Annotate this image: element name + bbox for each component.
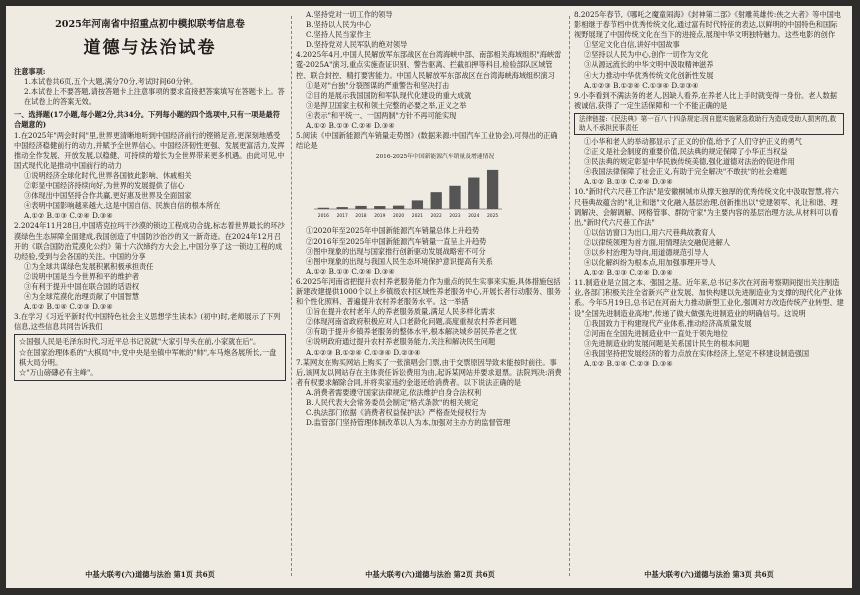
q3-option-a: A.坚持党对一切工作的领导 <box>306 10 393 19</box>
column-divider <box>569 16 570 576</box>
bar-2016 <box>318 208 329 209</box>
q3-quote-3: ☆"万山磅礴必有主峰"。 <box>19 367 98 377</box>
q3-option-d: D.坚持党对人民军队的绝对领导 <box>306 40 408 50</box>
q9-option-3: ③民法典的规定彰显中华民族传统美德,强化道德对法治的促进作用 <box>584 157 795 167</box>
q7-option-a: A.消费者需要遵守国家法律规定,依法维护自身合法权利 <box>306 387 482 397</box>
q3-quote-1: ☆国强人民是毛泽东时代,习近平总书记说就"大家引导头在前,小家就在后"。 <box>19 337 261 347</box>
bar-2025 <box>487 170 498 209</box>
q11-option-4: ④我国坚持把发展经济的着力点放在实体经济上,坚定不移建设制造强国 <box>584 348 810 358</box>
q1-stem: 1.在2025年"两会时间"里,世界更清晰地听到中国经济前行的铿锵足音,更深刻地感受中国经济稳健前行的动力,并赋予全世界信心。中国经济韧性更强、发展更富活力,发挥推动全作发展、开放发展,以稳健、可持续的增长为全世界带来更多机遇。由此可见,中国式现代化是推动中国前行的动力 <box>14 130 285 170</box>
q1-option-2: ②彰显中国经济持续向好,为世界的发展提供了信心 <box>24 181 185 191</box>
q4-stem: 4.2025年4月,中国人民解放军东部战区在台湾海峡中部、南部相关海域组织"海峡雷霆-2025A"演习,重点实施查证识别、警告驱离、拦截扣押等科目,检验部队区域管控、联合封控、精打要害能力。中国人民解放军东部战区在台湾海峡海域组织演习 <box>296 50 562 80</box>
q7-option-c: C.执法部门依据《消费者权益保护法》严格查处侵权行为 <box>306 408 487 418</box>
q9-stem: 9.小李看到不满法务的老人,因缺人看养,在养老人比上手时就变得一身份。老人数据被诚信,获得了一定生活保障和一个不能正确的是 <box>574 90 837 110</box>
page-3 <box>574 10 844 582</box>
q9-option-4: ④我国法律保障了社会正义,有助于完全解决"不敢扶"的社会难题 <box>584 167 787 177</box>
q9-law-text: 法律链接:《民法典》第一百八十四条规定:因自愿实施紧急救助行为造成受助人损害的,救助人不承担民事责任 <box>579 114 837 132</box>
page-2 <box>296 10 564 582</box>
q6-option-2: ②体现河南省政府积极应对人口老龄化问题,高度重视农村养老问题 <box>306 317 517 327</box>
q11-option-2: ②河南在全国先进制造业中一直处于领先地位 <box>584 328 728 338</box>
q8-option-2: ②坚持以人民为中心,创作一切作为文化 <box>584 50 709 60</box>
bar-2022 <box>431 192 442 209</box>
q3-stem: 3.在学习《习近平新时代中国特色社会主义思想学生读本》(初中)时,老师展示了下列信息,这些信息共同告诉我们 <box>14 312 281 332</box>
q6-stem: 6.2025年河南省把提升农村养老服务能力作为重点的民生实事来实施,具体措施包括新建改建提供1000个以上乡镇级农村区域性养老服务中心,开展长者行动服务、服务和个性化照料、普遍提升农村养老服务水平。这一举措 <box>296 276 561 307</box>
q3-quote-2: ☆在国家治理体系的"大棋局"中,党中央是坐镇中军帐的"帅",车马炮各展所长,一盘棋大局分明。 <box>19 347 277 367</box>
bar-2017 <box>337 207 348 209</box>
q1-option-4: ④表明中国影响越来越大,这是中国自信、民族自信的根本所在 <box>24 201 221 211</box>
q2-option-4: ④为全球荒漠化治理贡献了中国智慧 <box>24 292 140 302</box>
q3-quote-box <box>14 334 286 380</box>
q1-choices: A.①② B.①③ C.②④ D.③④ <box>24 211 113 221</box>
bar-2024 <box>468 178 479 209</box>
tick-label-2025: 2025 <box>487 214 499 220</box>
q5-option-4: ④图中现象的出现与我国人民生态环境保护意识提高有关系 <box>306 256 493 266</box>
exam-sheet <box>6 6 852 588</box>
q9-option-1: ①小华和老人的举动都显示了正义的价值,给予了人们守护正义的勇气 <box>584 136 802 146</box>
page-footer: 中基大联考(六)道德与法治 第1页 共6页 <box>85 569 215 579</box>
sales-chart <box>306 153 564 222</box>
page-1 <box>14 10 286 582</box>
bar-2019 <box>374 206 385 209</box>
q8-option-3: ③从源远流长的中华文明中汲取精神滋养 <box>584 60 714 70</box>
q7-stem: 7.某网友在购买网站上购买了一张演唱会门票,由于交票原因导致未能按时前往。事后,该网友以网站存在主体责任诉讼费用为由,起诉某网站并要求退票。法院判决:消费者有权要求解除合同,并将卖家违约金退还给消费者。以下说法正确的是 <box>296 357 562 387</box>
q9-law-box <box>574 113 844 135</box>
q2-stem: 2.2024年11月28日,中国塔克拉玛干沙漠的锁边工程成功合拢,标志着世界最长的环沙漠绿色生态屏障全面建成,我国创造了中国防沙治沙的又一新奇迹。在2024年12月召开的《联合国防治荒漠化公约》第十六次缔约方大会上,中国分享了这一锁边工程的成功经验,受到与会各国的关注。中国的分享 <box>14 221 285 261</box>
q11-option-1: ①我国致力于构建现代产业体系,推动经济高质量发展 <box>584 318 752 328</box>
q1-option-1: ①说明经济全球化时代,世界各国彼此影响、休戚相关 <box>24 170 192 180</box>
page-footer: 中基大联考(六)道德与法治 第3页 共6页 <box>644 569 774 579</box>
sales-chart-svg <box>306 161 506 219</box>
q7-option-d: D.监管部门坚持管理体制改革以人为本,加强对主办方的监督管理 <box>306 418 511 428</box>
q2-choices: A.①② B.①④ C.②③ D.③④ <box>24 302 113 312</box>
q11-choices: A.①② B.①④ C.②③ D.③④ <box>584 359 673 368</box>
q4-option-1: ①是对"台独"分裂图谋的严重警告和坚决打击 <box>306 80 450 90</box>
q8-option-1: ①坚定文化自信,讲好中国故事 <box>584 40 680 50</box>
q6-option-4: ④说明政府通过提升农村养老服务能力,关注和解决民生问题 <box>306 337 496 347</box>
q10-choices: A.①② B.①③ C.②④ D.③④ <box>584 268 673 278</box>
tick-label-2022: 2022 <box>430 214 442 220</box>
bar-2021 <box>412 201 423 210</box>
q4-option-2: ②目的是展示我国国防和军队现代化建设的重大成就 <box>306 90 472 100</box>
q11-option-3: ③先进制造业的发展问题是关系国计民生的根本问题 <box>584 338 750 348</box>
q11-stem: 11.制造业是立国之本、强国之基。近年来,总书记多次在河南考察期间提出关注制造业,各部门积极关注全省新兴产业发展、加快构建以先进制造业为支撑的现代化产业体系。今年5月19日,总书记在河南大力推动新型工业化,强调对方改造传统产业转型、建设"全国先进制造业高地",传递了做大做强先进制造业的明确信号。这说明 <box>574 278 844 318</box>
q3-option-b: B.坚持以人民为中心 <box>306 20 372 30</box>
bar-2023 <box>449 186 460 209</box>
q10-option-4: ④以化解纠纷为根本点,用加强事理开导人 <box>584 258 716 268</box>
q2-option-3: ③有利于提升中国在联合国的话语权 <box>24 281 140 291</box>
q8-option-4: ④大力推动中华优秀传统文化创新性发展 <box>584 70 714 80</box>
section1-title: 一、选择题(17小题,每小题2分,共34分。下列每小题的四个选项中,只有一项是最符合题意的) <box>14 110 280 130</box>
q6-option-3: ③有助于提升乡镇养老服务的整体水平,根本解决城乡居民养老之忧 <box>306 327 517 337</box>
bar-2018 <box>355 206 366 209</box>
q2-option-2: ②说明中国是当今世界和平的维护者 <box>24 271 140 281</box>
tick-label-2019: 2019 <box>374 214 386 220</box>
note-1: 1.本试卷共6页,五个大题,满分70分,考试时间60分钟。 <box>24 77 198 87</box>
q3-option-c: C.坚持人民当家作主 <box>306 30 372 40</box>
tick-label-2018: 2018 <box>355 214 367 220</box>
tick-label-2021: 2021 <box>411 214 423 220</box>
tick-label-2016: 2016 <box>317 214 329 220</box>
q9-option-2: ②正义是社会制度的重要价值,民法典的规定保障了小华正当权益 <box>584 147 788 157</box>
q8-choices: A.①②③ B.①②④ C.①③④ D.②③④ <box>584 80 699 90</box>
q10-option-3: ③以乡村治理为导向,用道德规范引导人 <box>584 247 709 257</box>
page-footer: 中基大联考(六)道德与法治 第2页 共6页 <box>365 569 495 579</box>
q5-option-3: ③图中现象的出现与国家推行创新驱动发展战略密不可分 <box>306 246 486 256</box>
q9-choices: A.①② B.①③ C.②④ D.③④ <box>584 177 673 187</box>
exam-title: 2025年河南省中招重点初中模拟联考信息卷 <box>55 19 245 30</box>
q6-option-1: ①旨在提升农村老年人的养老服务质量,满足人民多样化需求 <box>306 307 496 317</box>
q2-option-1: ①为全球共谋绿色发展积累积极承担责任 <box>24 261 154 271</box>
chart-title: 2016-2025年中国新能源汽车销量及增速情况 <box>375 154 495 161</box>
q1-option-3: ③体现出中国坚持合作共赢,更好惠及世界及全面国家 <box>24 191 192 201</box>
q4-option-3: ③是捍卫国家主权和领土完整的必要之举,正义之举 <box>306 100 467 110</box>
q5-option-2: ②2016年至2025年中国新能源汽车销量一直呈上升趋势 <box>306 236 487 246</box>
q8-stem: 8.2025年春节,《哪吒之魔童闹海》《封神第二部》《射雕英雄传:侠之大者》等中国电影相继于春节档中优秀传统文化,通过富有时代特征的表达,以鲜明的中国特色和国际视野展现了中国传统文化在当下的进接点,展现中华文明独特魅力。这些电影的创作 <box>574 10 842 40</box>
tick-label-2017: 2017 <box>336 214 348 220</box>
q5-choices: A.①② B.①③ C.②④ D.③④ <box>306 266 395 276</box>
subject-title: 道德与法治试卷 <box>83 38 217 58</box>
q5-stem: 5.阅读《中国新能源汽车销量走势图》(数据来源:中国汽车工业协会),可得出的正确结论是 <box>296 131 558 151</box>
tick-label-2023: 2023 <box>449 214 461 220</box>
q6-choices: A.①②③ B.①②④ C.①③④ D.②③④ <box>306 347 421 357</box>
column-divider <box>291 16 292 576</box>
notes-label: 注意事项: <box>14 67 46 76</box>
bar-2020 <box>393 206 404 209</box>
tick-label-2024: 2024 <box>468 214 480 220</box>
q5-option-1: ①2020年至2025年中国新能源汽车销量总体上升趋势 <box>306 226 480 236</box>
q4-choices: A.①② B.①③ C.②④ D.③④ <box>306 121 395 131</box>
q10-option-1: ①以信访窗口为出口,用六尺巷典故教育人 <box>584 227 716 237</box>
q7-option-b: B.人民代表大会常务委员会制定"格式条款"的相关规定 <box>306 398 479 407</box>
note-2: 2.本试卷上不要答题,请按答题卡上注意事项的要求直接把答案填写在答题卡上。答在试卷上的答案无效。 <box>24 87 285 107</box>
tick-label-2020: 2020 <box>393 214 405 220</box>
q10-option-2: ②以律统领理为首方面,用情理法交融促进解人 <box>584 237 731 247</box>
q4-option-4: ④表示"和平统一、一国两制"方针不再可能实现 <box>306 110 457 120</box>
q10-stem: 10."新时代六尺巷工作法"是安徽桐城市从撑天独厚的优秀传统文化中汲取智慧,将六尺巷典故蕴含的"礼让和谐"文化融入基层治理,创新推出以"党建领军、礼让和谐、理调解决、会解调解、网格管事、群防守家"为主要内容的基层治理方法,从材料可以看出,"新时代六尺巷工作法" <box>574 187 839 227</box>
